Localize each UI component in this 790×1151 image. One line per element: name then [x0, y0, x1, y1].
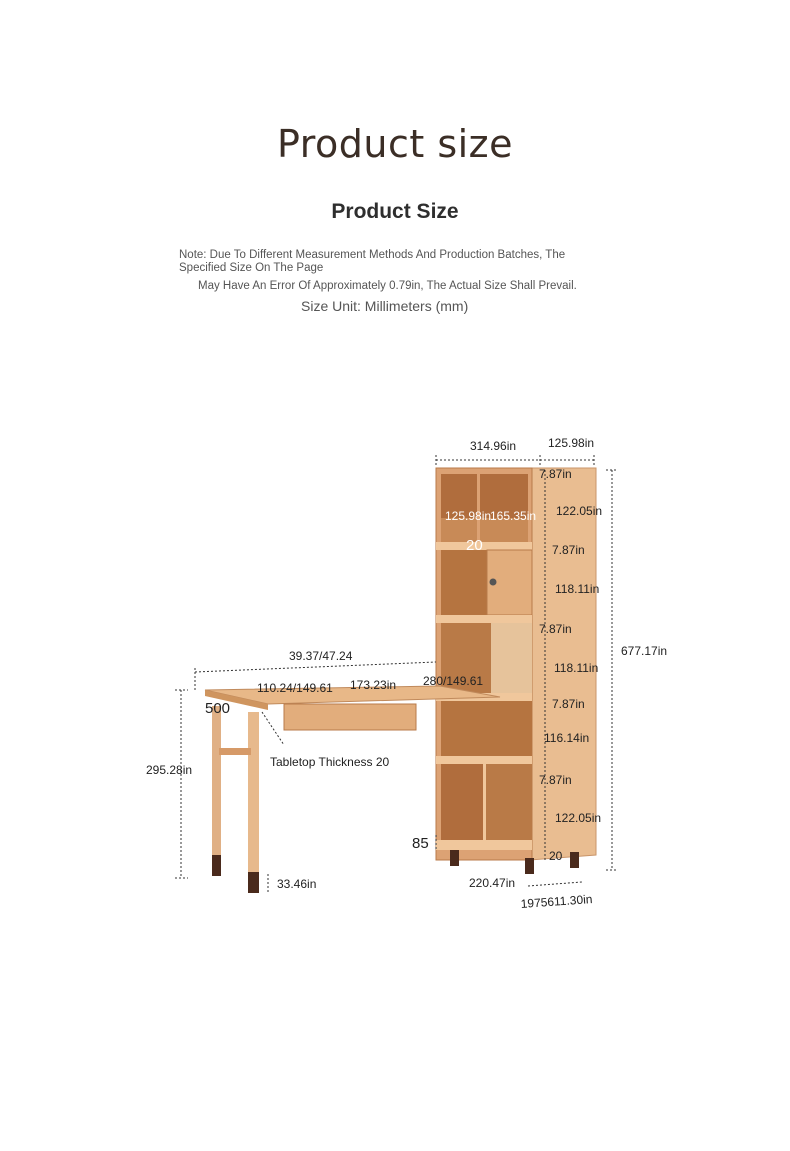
dim-cubby-width-left: 125.98in [445, 509, 492, 523]
dim-row-3-height: 118.11in [554, 661, 599, 675]
dim-desk-inner-3: 280/149.61 [423, 674, 484, 688]
dim-total-height: 677.17in [621, 644, 668, 658]
dim-desk-inner-1: 110.24/149.61 [257, 681, 333, 695]
note-line-2: May Have An Error Of Approximately 0.79in, The Actual Size Shall Prevail. [198, 280, 577, 292]
dim-board-3: 7.87in [539, 622, 572, 636]
dim-board-2: 7.87in [552, 543, 585, 557]
dim-row-4-height: 116.14in [544, 731, 590, 745]
dim-row-5-height: 122.05in [555, 811, 602, 825]
dim-base-total: 1975611.30in [520, 892, 593, 911]
dim-desk-inner-2: 173.23in [350, 678, 397, 692]
dim-board-5: 7.87in [539, 773, 572, 787]
dim-cubby-board: 20 [466, 537, 483, 554]
tabletop-thickness-note: Tabletop Thickness 20 [270, 755, 390, 769]
dim-plinth-height: 85 [412, 835, 429, 852]
page-title: Product size [276, 122, 514, 166]
dim-shelf-depth: 125.98in [548, 436, 595, 450]
note-line-1: Note: Due To Different Measurement Methods And Production Batches, The Specified Size On The Page [179, 249, 566, 274]
dim-bottom-board: 20 [549, 849, 563, 863]
dim-desk-length: 39.37/47.24 [289, 649, 353, 663]
dim-board-4: 7.87in [552, 697, 585, 711]
dim-top-cubby-height: 122.05in [556, 504, 603, 518]
dim-shelf-width: 314.96in [470, 439, 517, 453]
dim-row-2-height: 118.11in [555, 582, 600, 596]
dim-desk-height: 295.28in [146, 763, 193, 777]
dim-foot-height: 33.46in [277, 877, 317, 891]
dim-cubby-width-right: 165.35in [490, 509, 537, 523]
size-unit-note: Size Unit: Millimeters (mm) [301, 298, 469, 314]
section-subtitle: Product Size [331, 200, 459, 223]
dim-desk-depth: 500 [205, 700, 231, 717]
dim-base-width: 220.47in [469, 876, 516, 890]
dim-top-board: 7.87in [539, 467, 572, 481]
